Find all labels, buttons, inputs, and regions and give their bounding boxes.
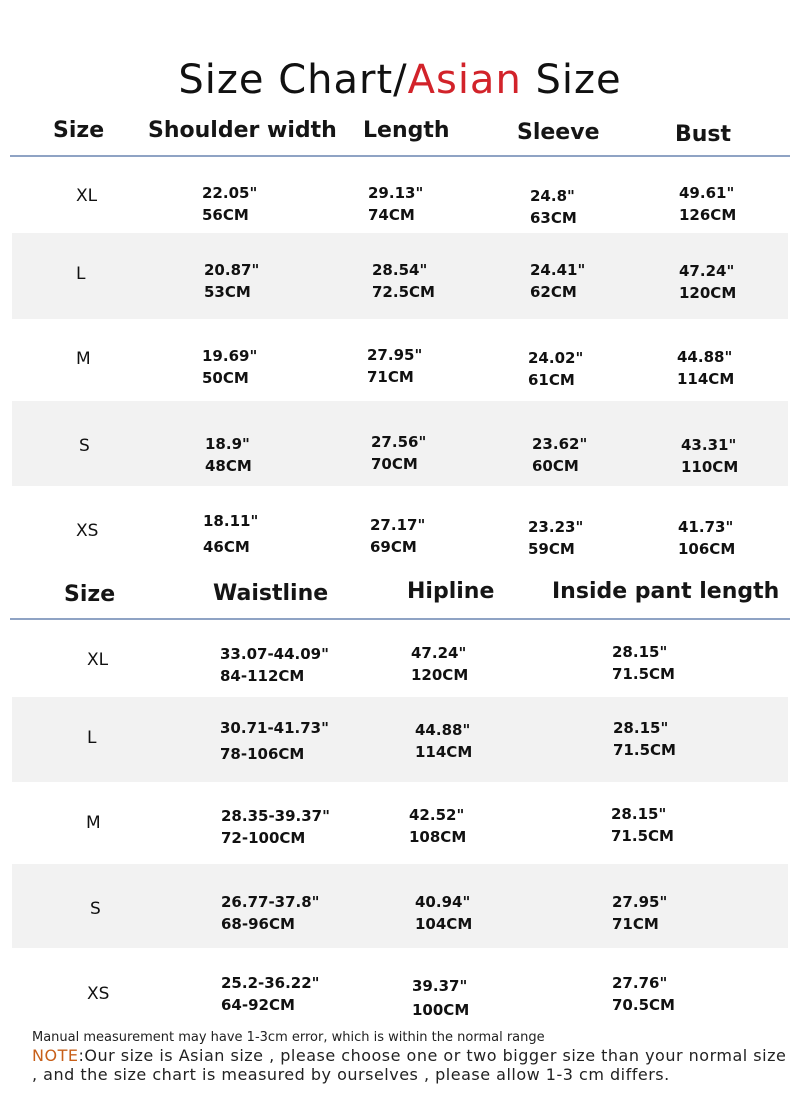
header-divider: [10, 618, 790, 620]
shoulder-value: 18.9" 48CM: [205, 435, 252, 475]
shoulder-value: 20.87" 53CM: [204, 261, 260, 301]
inside-pant-value: 27.95" 71CM: [612, 893, 668, 933]
bust-value: 41.73" 106CM: [678, 518, 736, 558]
size-label: M: [86, 813, 101, 833]
note-text: :Our size is Asian size , please choose one or two bigger size than your normal size , and the size chart is measured by ourselves , please allow 1-3 cm differs.: [32, 1046, 787, 1084]
size-label: L: [76, 264, 86, 284]
length-value: 28.54" 72.5CM: [372, 261, 435, 301]
header-waistline: Waistline: [213, 581, 329, 606]
size-label: XL: [87, 650, 109, 670]
inside-pant-value: 28.15" 71.5CM: [612, 643, 675, 683]
title-highlight: Asian: [407, 56, 522, 103]
inside-pant-value: 28.15" 71.5CM: [613, 719, 676, 759]
size-label: L: [87, 728, 97, 748]
size-label: XS: [76, 521, 99, 541]
header-sleeve: Sleeve: [517, 120, 600, 145]
hipline-value: 47.24" 120CM: [411, 644, 469, 684]
size-label: S: [90, 899, 101, 919]
notes: [32, 1029, 792, 1084]
inside-pant-value: 28.15" 71.5CM: [611, 805, 674, 845]
hipline-value: 42.52" 108CM: [409, 806, 467, 846]
shoulder-value: 19.69" 50CM: [202, 347, 258, 387]
waistline-value: 28.35-39.37" 72-100CM: [221, 807, 330, 847]
title-prefix: Size Chart/: [178, 56, 408, 103]
measurement-note: Manual measurement may have 1-3cm error, which is within the normal range: [32, 1030, 545, 1045]
note-label: NOTE: [32, 1046, 79, 1065]
hipline-value: 40.94" 104CM: [415, 893, 473, 933]
waistline-value: 25.2-36.22" 64-92CM: [221, 974, 320, 1014]
row-band: [12, 864, 788, 948]
size-note: [32, 1046, 792, 1084]
sleeve-value: 24.02" 61CM: [528, 349, 584, 389]
hipline-value: 44.88" 114CM: [415, 721, 473, 761]
header-length: Length: [363, 118, 450, 143]
size-label: M: [76, 349, 91, 369]
length-value: 29.13" 74CM: [368, 184, 424, 224]
waistline-value: 33.07-44.09" 84-112CM: [220, 645, 329, 685]
page-title: [0, 57, 800, 103]
sleeve-value: 23.62" 60CM: [532, 435, 588, 475]
header-inside-pant-length: Inside pant length: [552, 579, 780, 604]
sleeve-value: 24.8" 63CM: [530, 187, 577, 227]
bust-value: 49.61" 126CM: [679, 184, 737, 224]
waistline-value: 26.77-37.8" 68-96CM: [221, 893, 320, 933]
bust-value: 44.88" 114CM: [677, 348, 735, 388]
size-label: XS: [87, 984, 110, 1004]
header-hipline: Hipline: [407, 579, 495, 604]
size-label: XL: [76, 186, 98, 206]
shoulder-value: 18.11" 46CM: [203, 512, 259, 556]
length-value: 27.56" 70CM: [371, 433, 427, 473]
hipline-value: 39.37" 100CM: [412, 977, 470, 1019]
waistline-value: 30.71-41.73" 78-106CM: [220, 719, 329, 763]
bust-value: 43.31" 110CM: [681, 436, 739, 476]
header-bust: Bust: [675, 122, 732, 147]
sleeve-value: 23.23" 59CM: [528, 518, 584, 558]
size-label: S: [79, 436, 90, 456]
length-value: 27.17" 69CM: [370, 516, 426, 556]
header-size: Size: [53, 118, 105, 143]
length-value: 27.95" 71CM: [367, 346, 423, 386]
inside-pant-value: 27.76" 70.5CM: [612, 974, 675, 1014]
title-suffix: Size: [521, 56, 622, 103]
sleeve-value: 24.41" 62CM: [530, 261, 586, 301]
header-divider: [10, 155, 790, 157]
shoulder-value: 22.05" 56CM: [202, 184, 258, 224]
header-shoulder-width: Shoulder width: [148, 118, 337, 143]
header-size: Size: [64, 582, 116, 607]
bust-value: 47.24" 120CM: [679, 262, 737, 302]
